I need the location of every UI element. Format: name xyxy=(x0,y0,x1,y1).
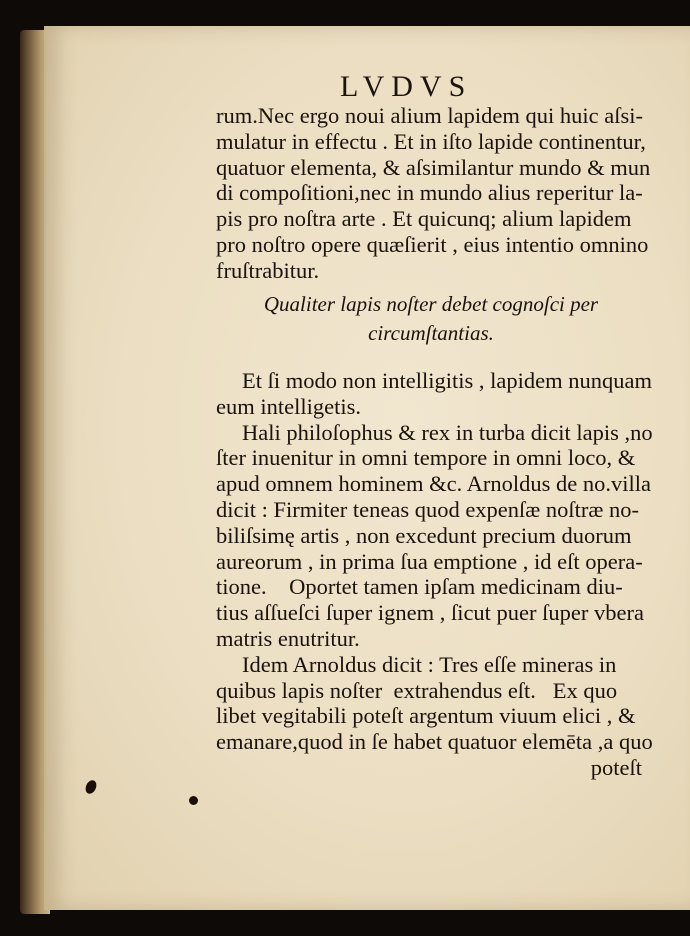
section-heading-line-1: Qualiter lapis noſter debet cognoſci per xyxy=(263,292,599,316)
text-line: tione. Oportet tamen ipſam medicinam diu- xyxy=(216,574,623,600)
text-line: emanare,quod in ſe habet quatuor elemēta ,a quo xyxy=(216,729,653,755)
text-line: Hali philoſophus & rex in turba dicit lapis ,no xyxy=(242,419,653,445)
ink-blot xyxy=(189,796,198,805)
text-line: aureorum , in prima ſua emptione , id eſt opera- xyxy=(216,548,643,574)
text-line: pis pro noſtra arte . Et quicunq; alium lapidem xyxy=(216,206,632,232)
text-line: mulatur in effectu . Et in iſto lapide continentur, xyxy=(216,128,646,154)
text-line: di compoſitioni,nec in mundo alius reperitur la- xyxy=(216,180,643,206)
text-line: Idem Arnoldus dicit : Tres eſſe mineras in xyxy=(242,651,617,677)
text-line: pro noſtro opere quæſierit , eius intentio omnino xyxy=(216,231,649,257)
text-line: tius aſſueſci ſuper ignem , ſicut puer ſuper vbera xyxy=(216,600,644,626)
text-line: fruſtrabitur. xyxy=(216,257,320,283)
text-line: libet vegitabili poteſt argentum viuum elici , & xyxy=(216,703,636,729)
text-line: dicit : Firmiter teneas quod expenſæ noſtræ no- xyxy=(216,496,640,522)
text-line: matris enutritur. xyxy=(216,625,360,651)
text-line: biliſsimę artis , non excedunt precium duorum xyxy=(216,522,632,548)
text-line: rum.Nec ergo noui alium lapidem qui huic aſsi- xyxy=(216,103,643,128)
paragraph-2 xyxy=(216,368,653,781)
text-line: Et ſi modo non intelligitis , lapidem nunquam xyxy=(242,368,652,393)
text-line: ſter inuenitur in omni tempore in omni loco, & xyxy=(216,445,636,471)
paragraph-1 xyxy=(216,103,651,284)
text-line: apud omnem hominem &c. Arnoldus de no.villa xyxy=(216,471,651,497)
text-line: quibus lapis noſter extrahendus eſt. Ex quo xyxy=(216,677,618,703)
text-line: eum intelligetis. xyxy=(216,393,361,419)
section-heading-line-2: circumſtantias. xyxy=(368,321,494,345)
catchword: poteſt xyxy=(590,754,642,780)
text-line: quatuor elementa, & aſsimilantur mundo & mun xyxy=(216,154,651,180)
running-head: LVDVS xyxy=(340,70,473,103)
